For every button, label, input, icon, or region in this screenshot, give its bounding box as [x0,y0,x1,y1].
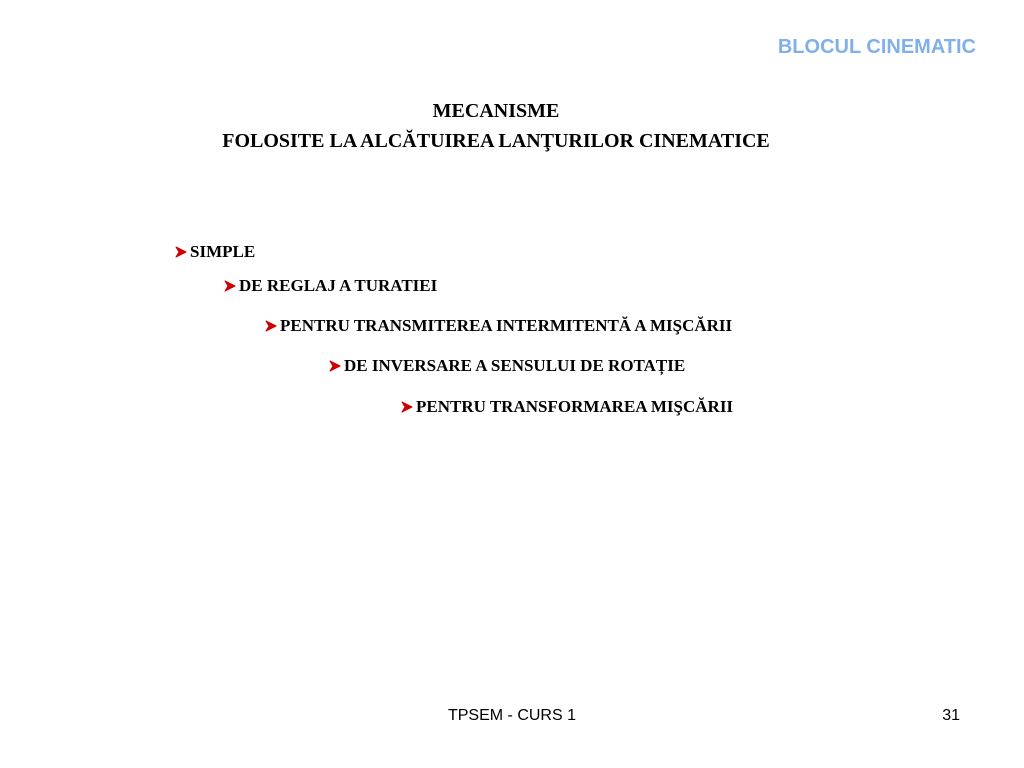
arrow-bullet-icon [264,319,278,333]
bullet-item-label: PENTRU TRANSFORMAREA MIŞCĂRII [416,397,734,416]
page-title-line-1: MECANISME [432,100,560,122]
page-title-line-2: FOLOSITE LA ALCĂTUIREA LANŢURILOR CINEMATICE [222,130,770,152]
page-title [0,96,992,156]
bullet-item-label: DE REGLAJ A TURATIEI [239,276,438,295]
bullet-item-simple [174,242,255,262]
arrow-bullet-icon [400,400,414,414]
arrow-bullet-icon [328,359,342,373]
bullet-item-label: PENTRU TRANSMITEREA INTERMITENTĂ A MIŞCĂRII [280,316,733,335]
footer-page-number: 31 [942,707,960,724]
footer-course: TPSEM - CURS 1 [447,707,576,724]
bullet-item-reglaj [223,276,437,296]
arrow-bullet-icon [174,245,188,259]
bullet-item-label: SIMPLE [190,242,256,261]
arrow-bullet-icon [223,279,237,293]
bullet-item-transformarea [400,397,733,417]
bullet-item-label: DE INVERSARE A SENSULUI DE ROTAȚIE [344,356,686,375]
bullet-item-inversare [328,356,685,376]
bullet-item-transmiterea [264,316,732,336]
header-title: BLOCUL CINEMATIC [777,36,976,58]
